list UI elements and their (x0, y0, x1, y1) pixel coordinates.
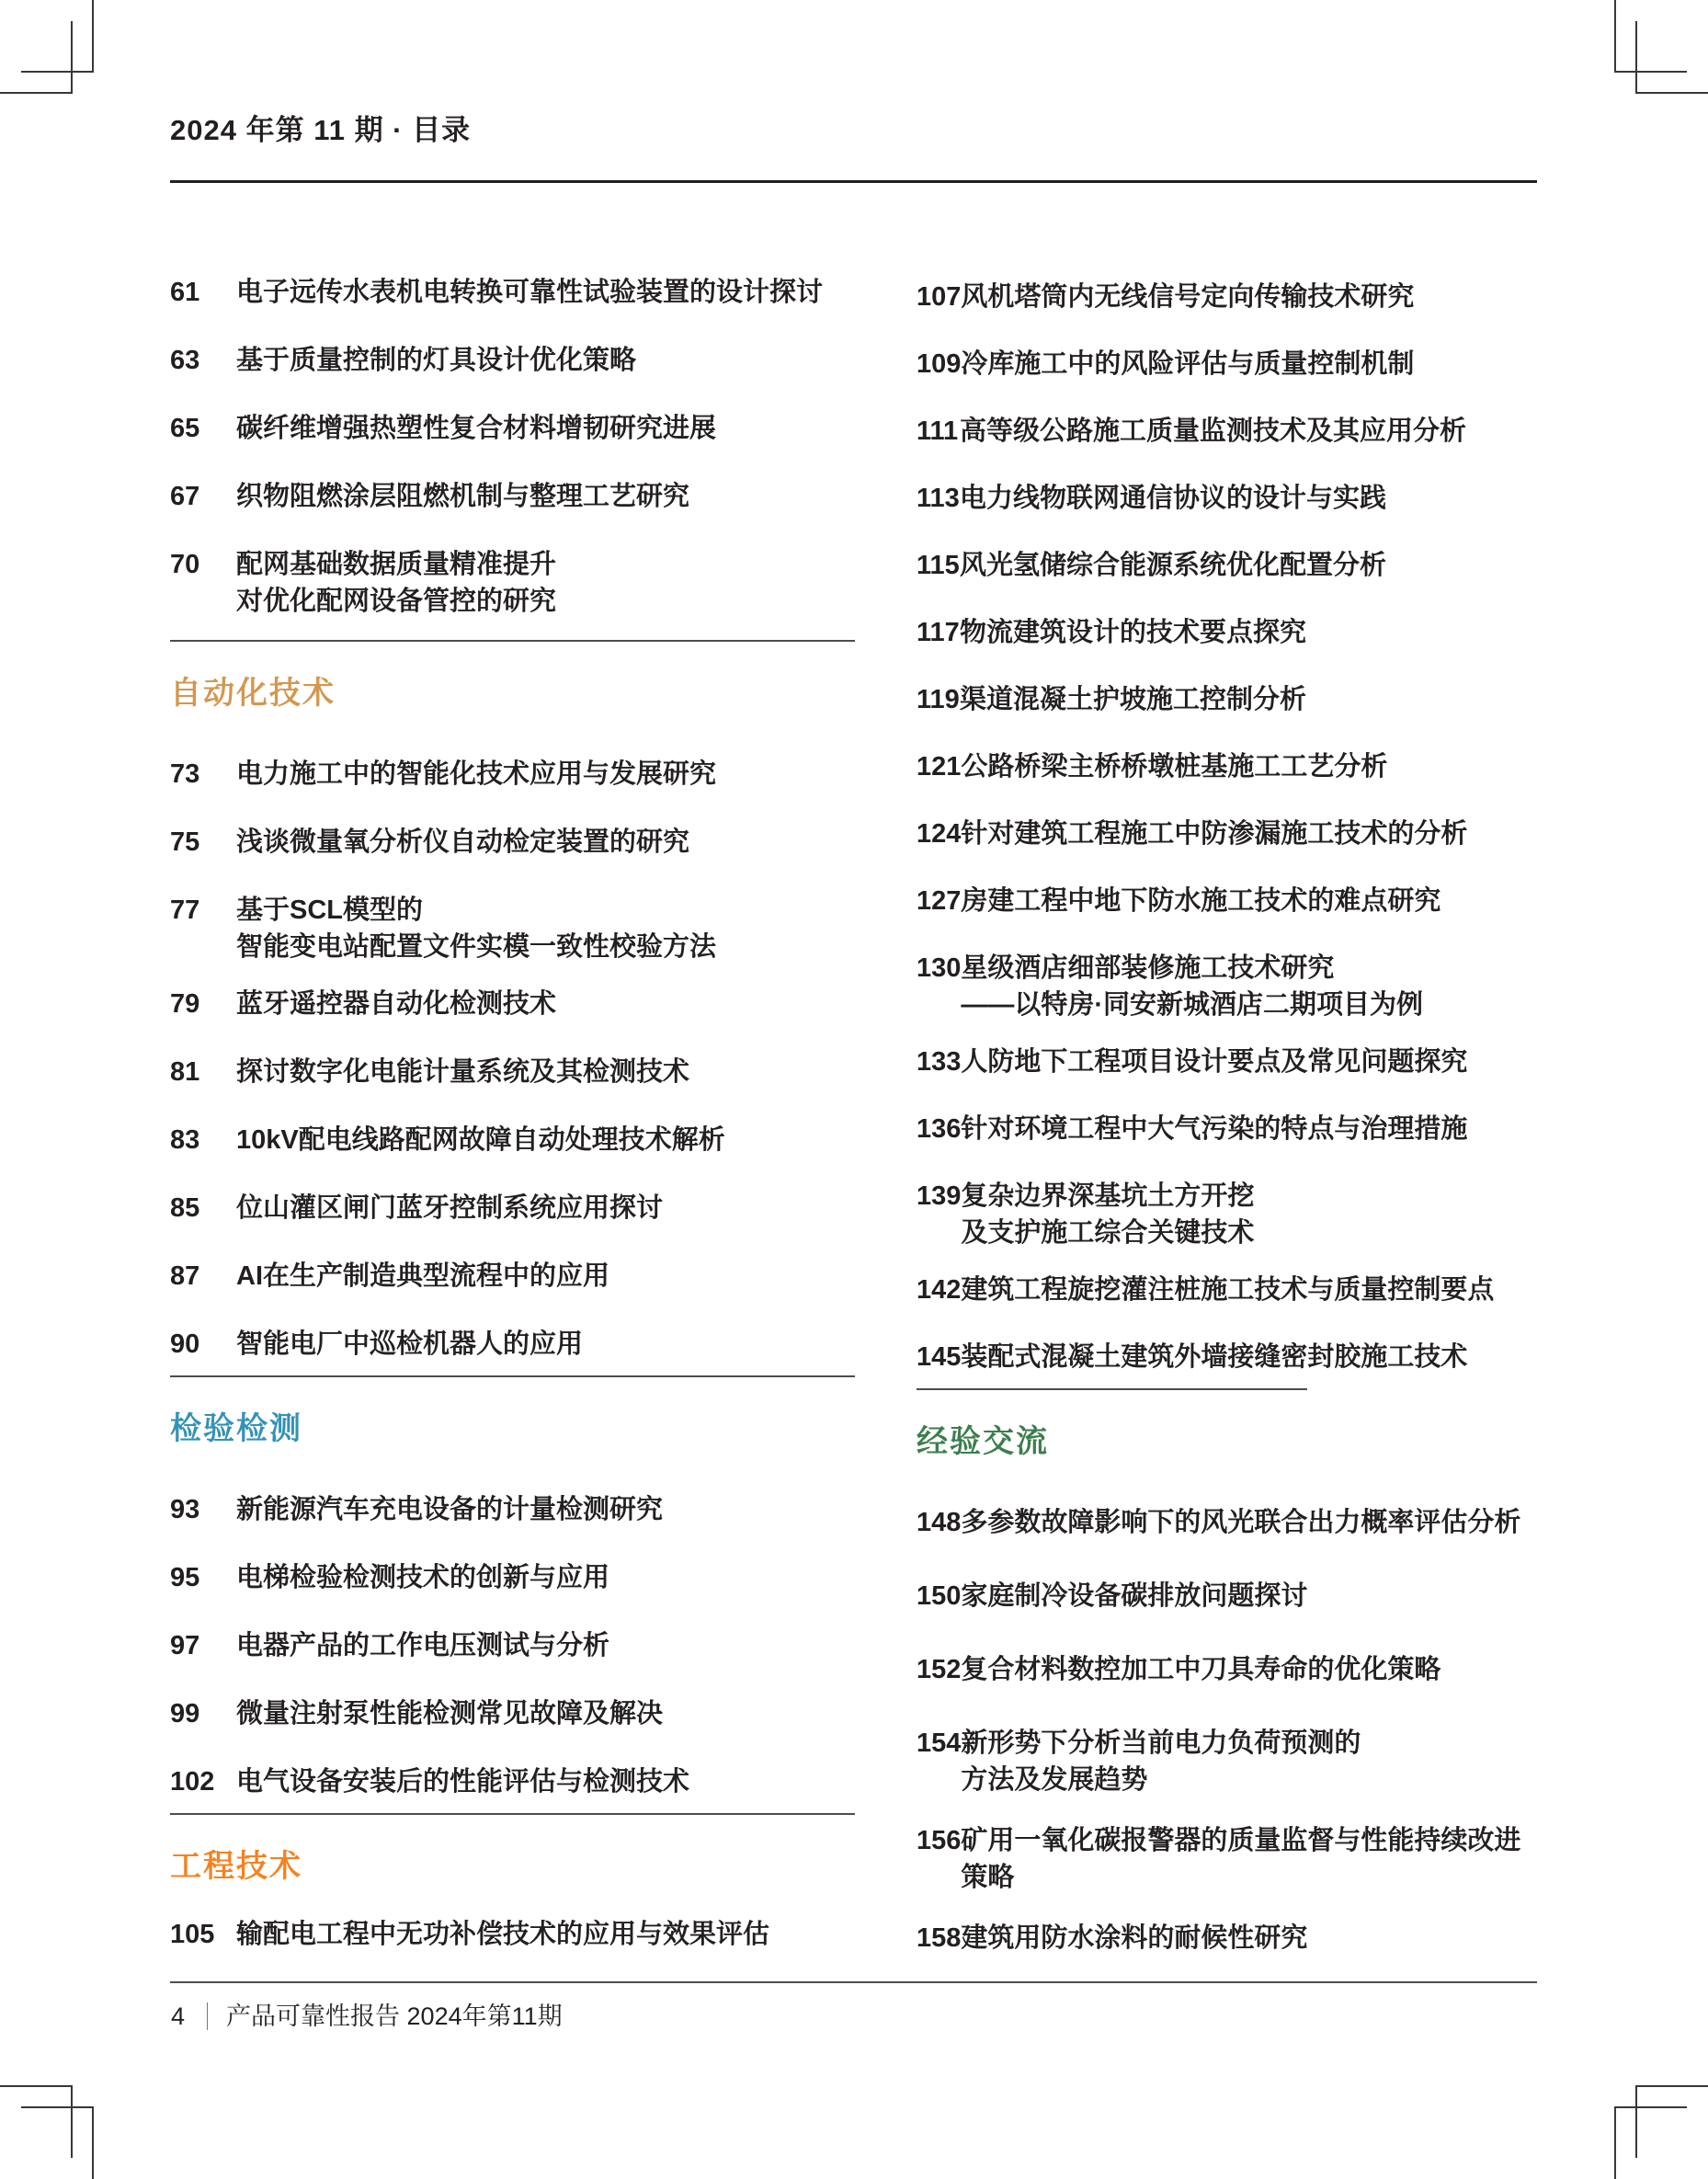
entry-title: 探讨数字化电能计量系统及其检测技术 (236, 1057, 690, 1087)
entry-page-number: 61 (170, 278, 200, 307)
entry-page-number: 99 (170, 1699, 200, 1728)
entry-page-number: 63 (170, 346, 200, 375)
toc-block-engineering (170, 1916, 855, 1953)
toc-block-intro-right (917, 279, 1551, 1375)
toc-entry (170, 1326, 855, 1363)
toc-entry (170, 546, 855, 620)
entry-title: 位山灌区闸门蓝牙控制系统应用探讨 (236, 1193, 664, 1223)
entry-page-number: 85 (170, 1193, 200, 1223)
entry-page-number: 124 (917, 819, 962, 849)
toc-entry (170, 1916, 855, 1953)
toc-entry (170, 1695, 855, 1732)
toc-entry (170, 892, 855, 965)
entry-title: 建筑用防水涂料的耐候性研究 (961, 1923, 1308, 1953)
entry-title: 针对建筑工程施工中防渗漏施工技术的分析 (961, 819, 1468, 849)
entry-title: 碳纤维增强热塑性复合材料增韧研究进展 (236, 414, 717, 443)
entry-page-number: 67 (170, 482, 200, 511)
toc-entry (170, 1054, 855, 1090)
toc-entry (170, 342, 855, 379)
toc-entry (917, 748, 1551, 785)
entry-title: 物流建筑设计的技术要点探究 (960, 618, 1307, 647)
toc-entry (170, 1627, 855, 1664)
entry-page-number: 145 (917, 1342, 962, 1372)
entry-title: 房建工程中地下防水施工技术的难点研究 (961, 886, 1441, 916)
entry-page-number: 65 (170, 414, 200, 443)
toc-entry (917, 1044, 1551, 1080)
toc-entry (170, 1763, 855, 1800)
entry-title: 新形势下分析当前电力负荷预测的 方法及发展趋势 (961, 1728, 1361, 1795)
section-divider (170, 1813, 855, 1815)
entry-page-number: 77 (170, 896, 200, 925)
footer-separator (207, 2002, 208, 2030)
section-title-engineering: 工程技术 (170, 1849, 302, 1884)
toc-entry (917, 547, 1551, 584)
entry-page-number: 87 (170, 1261, 200, 1291)
toc-entry (917, 1578, 1551, 1614)
entry-page-number: 102 (170, 1767, 215, 1797)
footer-journal-info: 产品可靠性报告 2024年第11期 (226, 2002, 563, 2030)
toc-entry (917, 1725, 1551, 1798)
toc-entry (170, 756, 855, 793)
toc-right-column (917, 279, 1551, 1993)
entry-page-number: 148 (917, 1508, 962, 1537)
header-rule (170, 180, 1537, 183)
entry-title: 高等级公路施工质量监测技术及其应用分析 (960, 416, 1467, 446)
entry-page-number: 121 (917, 752, 962, 781)
entry-page-number: 113 (917, 484, 960, 513)
entry-title: 星级酒店细部装修施工技术研究 ——以特房·同安新城酒店二期项目为例 (961, 953, 1424, 1020)
entry-title: 复杂边界深基坑土方开挖 及支护施工综合关键技术 (961, 1181, 1255, 1248)
entry-page-number: 152 (917, 1655, 962, 1684)
entry-title: 公路桥梁主桥桥墩桩基施工工艺分析 (961, 752, 1388, 781)
entry-title: 冷库施工中的风险评估与质量控制机制 (961, 349, 1415, 379)
toc-entry (170, 1491, 855, 1528)
toc-entry (170, 1122, 855, 1158)
entry-title: 电子远传水表机电转换可靠性试验装置的设计探讨 (236, 278, 824, 307)
entry-page-number: 133 (917, 1047, 962, 1077)
entry-title: 电梯检验检测技术的创新与应用 (236, 1563, 610, 1592)
toc-entry (917, 413, 1551, 450)
entry-page-number: 154 (917, 1728, 962, 1758)
page-footer (171, 2001, 563, 2032)
entry-title: 渠道混凝土护坡施工控制分析 (960, 685, 1307, 714)
page-title: 2024 年第 11 期 · 目录 (170, 114, 472, 146)
entry-title: 蓝牙遥控器自动化检测技术 (236, 989, 557, 1019)
toc-entry (170, 1190, 855, 1226)
toc-entry (917, 480, 1551, 517)
entry-title: AI在生产制造典型流程中的应用 (236, 1261, 610, 1291)
entry-page-number: 75 (170, 827, 200, 857)
entry-page-number: 139 (917, 1181, 962, 1211)
entry-page-number: 93 (170, 1495, 200, 1524)
entry-page-number: 90 (170, 1329, 200, 1359)
entry-title: 新能源汽车充电设备的计量检测研究 (236, 1495, 664, 1524)
entry-title: 家庭制冷设备碳排放问题探讨 (961, 1581, 1308, 1611)
entry-title: 多参数故障影响下的风光联合出力概率评估分析 (961, 1508, 1521, 1537)
entry-page-number: 105 (170, 1920, 215, 1949)
entry-page-number: 81 (170, 1057, 200, 1087)
section-divider (170, 1375, 855, 1377)
entry-title: 电力施工中的智能化技术应用与发展研究 (236, 759, 717, 789)
toc-entry (170, 1559, 855, 1596)
section-divider (170, 640, 855, 642)
toc-entry (170, 824, 855, 861)
entry-title: 复合材料数控加工中刀具寿命的优化策略 (961, 1655, 1441, 1684)
section-title-automation: 自动化技术 (170, 676, 336, 711)
footer-rule (170, 1981, 1537, 1983)
entry-title: 矿用一氧化碳报警器的质量监督与性能持续改进 策略 (961, 1826, 1521, 1892)
entry-title: 装配式混凝土建筑外墙接缝密封胶施工技术 (961, 1342, 1468, 1372)
toc-entry (917, 279, 1551, 315)
toc-entry (917, 950, 1551, 1023)
toc-entry (917, 346, 1551, 382)
toc-entry (917, 816, 1551, 852)
entry-page-number: 142 (917, 1275, 962, 1305)
section-title-experience: 经验交流 (917, 1424, 1049, 1459)
entry-page-number: 158 (917, 1923, 962, 1953)
entry-page-number: 111 (917, 416, 959, 446)
toc-block-intro-left (170, 274, 855, 620)
toc-entry (170, 1258, 855, 1295)
toc-entry (170, 478, 855, 515)
entry-page-number: 95 (170, 1563, 200, 1592)
entry-page-number: 117 (917, 618, 960, 647)
toc-block-automation (170, 756, 855, 1363)
entry-title: 织物阻燃涂层阻燃机制与整理工艺研究 (236, 482, 690, 511)
section-divider (917, 1388, 1307, 1390)
entry-title: 人防地下工程项目设计要点及常见问题探究 (961, 1047, 1468, 1077)
toc-entry (917, 1111, 1551, 1147)
entry-page-number: 79 (170, 989, 200, 1019)
entry-title: 智能电厂中巡检机器人的应用 (236, 1329, 584, 1359)
footer-page-number: 4 (171, 2002, 186, 2030)
entry-page-number: 97 (170, 1631, 200, 1660)
entry-title: 电器产品的工作电压测试与分析 (236, 1631, 610, 1660)
entry-title: 建筑工程旋挖灌注桩施工技术与质量控制要点 (961, 1275, 1495, 1305)
toc-entry (170, 410, 855, 447)
entry-page-number: 115 (917, 551, 960, 580)
section-title-inspection: 检验检测 (170, 1411, 302, 1446)
entry-page-number: 119 (917, 685, 960, 714)
toc-entry (917, 1651, 1551, 1688)
entry-title: 微量注射泵性能检测常见故障及解决 (236, 1699, 664, 1728)
entry-title: 电力线物联网通信协议的设计与实践 (960, 484, 1387, 513)
entry-title: 基于质量控制的灯具设计优化策略 (236, 346, 637, 375)
entry-title: 输配电工程中无功补偿技术的应用与效果评估 (236, 1920, 770, 1949)
entry-page-number: 109 (917, 349, 962, 379)
entry-page-number: 150 (917, 1581, 962, 1611)
entry-title: 浅谈微量氧分析仪自动检定装置的研究 (236, 827, 690, 857)
entry-title: 10kV配电线路配网故障自动处理技术解析 (236, 1125, 725, 1155)
toc-entry (917, 1339, 1551, 1375)
toc-entry (917, 1920, 1551, 1957)
toc-entry (917, 1504, 1551, 1541)
entry-page-number: 73 (170, 759, 200, 789)
entry-title: 基于SCL模型的 智能变电站配置文件实模一致性校验方法 (236, 896, 717, 962)
toc-entry (917, 1178, 1551, 1251)
entry-title: 风机塔筒内无线信号定向传输技术研究 (961, 282, 1415, 312)
toc-entry (917, 681, 1551, 718)
toc-entry (170, 986, 855, 1022)
toc-left-column (170, 274, 855, 1984)
entry-page-number: 130 (917, 953, 962, 983)
entry-title: 针对环境工程中大气污染的特点与治理措施 (961, 1114, 1468, 1144)
toc-block-experience (917, 1504, 1551, 1957)
entry-page-number: 107 (917, 282, 962, 312)
entry-page-number: 156 (917, 1826, 962, 1855)
entry-page-number: 136 (917, 1114, 962, 1144)
toc-block-inspection (170, 1491, 855, 1800)
toc-entry (917, 1822, 1551, 1896)
toc-entry (170, 274, 855, 311)
entry-title: 电气设备安装后的性能评估与检测技术 (236, 1767, 690, 1797)
entry-page-number: 70 (170, 550, 200, 579)
entry-title: 风光氢储综合能源系统优化配置分析 (960, 551, 1387, 580)
entry-title: 配网基础数据质量精准提升 对优化配网设备管控的研究 (236, 550, 557, 616)
toc-entry (917, 1272, 1551, 1308)
entry-page-number: 83 (170, 1125, 200, 1155)
toc-entry (917, 883, 1551, 919)
toc-entry (917, 614, 1551, 651)
entry-page-number: 127 (917, 886, 962, 916)
